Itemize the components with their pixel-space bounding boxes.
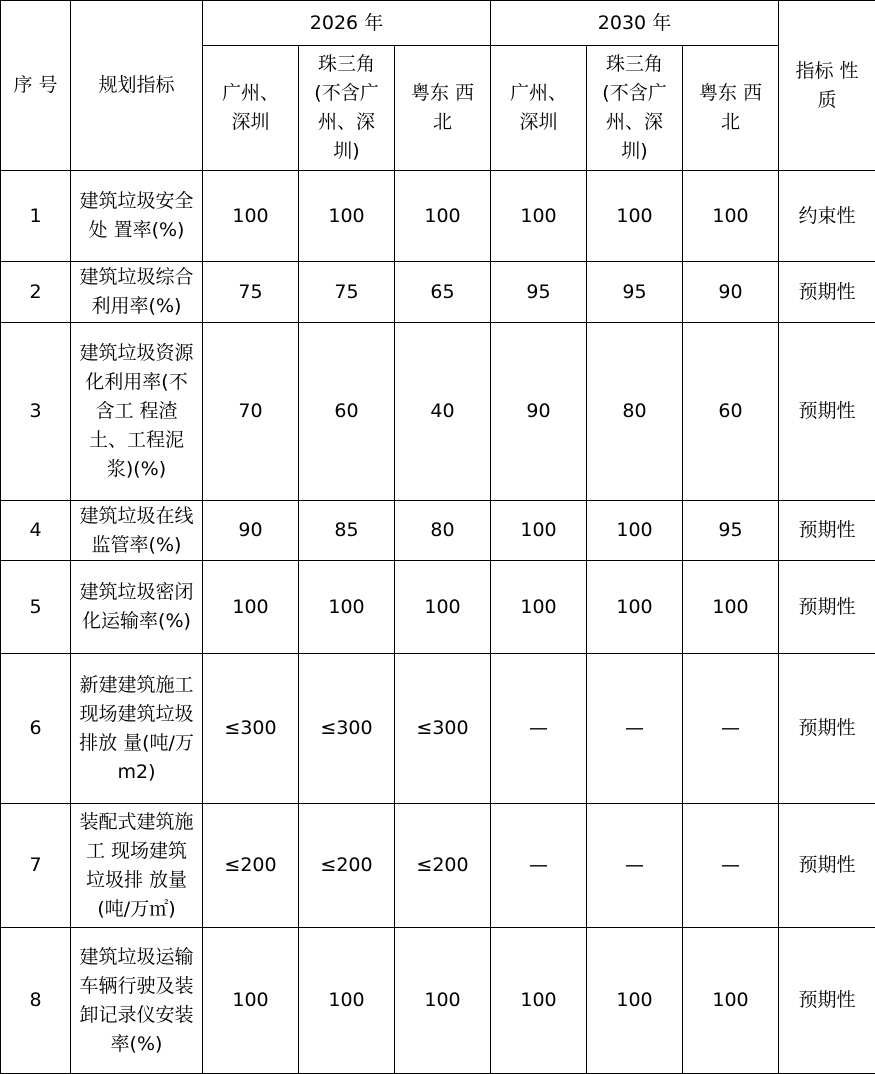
value-cell: — xyxy=(683,654,779,804)
value-cell: — xyxy=(491,654,587,804)
header-region-prd: 珠三角(不含广州、深圳) xyxy=(299,46,395,171)
row-indicator: 建筑垃圾密闭化运输率(%) xyxy=(71,561,203,654)
value-cell: 100 xyxy=(203,561,299,654)
row-seq: 4 xyxy=(1,501,71,561)
value-cell: 100 xyxy=(683,928,779,1074)
table-row xyxy=(1,928,875,1074)
value-cell: 100 xyxy=(683,561,779,654)
value-cell: 100 xyxy=(395,561,491,654)
row-nature: 预期性 xyxy=(779,561,875,654)
value-cell: 100 xyxy=(203,928,299,1074)
value-cell: 80 xyxy=(395,501,491,561)
value-cell: 100 xyxy=(587,928,683,1074)
table-row xyxy=(1,171,875,262)
value-cell: 60 xyxy=(299,323,395,501)
value-cell: 100 xyxy=(395,928,491,1074)
header-seq: 序 号 xyxy=(1,1,71,171)
value-cell: 60 xyxy=(683,323,779,501)
row-seq: 8 xyxy=(1,928,71,1074)
row-nature: 预期性 xyxy=(779,323,875,501)
table-row xyxy=(1,323,875,501)
value-cell: ≤200 xyxy=(395,804,491,928)
value-cell: 75 xyxy=(299,262,395,323)
value-cell: 90 xyxy=(491,323,587,501)
value-cell: — xyxy=(683,804,779,928)
header-year-2026: 2026 年 xyxy=(203,1,491,46)
value-cell: — xyxy=(587,654,683,804)
header-indicator: 规划指标 xyxy=(71,1,203,171)
value-cell: — xyxy=(587,804,683,928)
value-cell: 75 xyxy=(203,262,299,323)
row-nature: 预期性 xyxy=(779,654,875,804)
row-indicator: 装配式建筑施工 现场建筑垃圾排 放量(吨/万㎡) xyxy=(71,804,203,928)
value-cell: 100 xyxy=(587,501,683,561)
table-row xyxy=(1,654,875,804)
value-cell: 100 xyxy=(587,561,683,654)
value-cell: ≤200 xyxy=(203,804,299,928)
row-seq: 2 xyxy=(1,262,71,323)
header-region-gz-sz: 广州、深圳 xyxy=(491,46,587,171)
row-indicator: 建筑垃圾在线监管率(%) xyxy=(71,501,203,561)
value-cell: — xyxy=(491,804,587,928)
header-region-gz-sz: 广州、深圳 xyxy=(203,46,299,171)
value-cell: 40 xyxy=(395,323,491,501)
row-indicator: 建筑垃圾运输车辆行驶及装卸记录仪安装率(%) xyxy=(71,928,203,1074)
value-cell: 65 xyxy=(395,262,491,323)
row-nature: 预期性 xyxy=(779,501,875,561)
table-row xyxy=(1,262,875,323)
value-cell: 95 xyxy=(491,262,587,323)
row-indicator: 新建建筑施工现场建筑垃圾排放 量(吨/万 m2) xyxy=(71,654,203,804)
row-indicator: 建筑垃圾安全处 置率(%) xyxy=(71,171,203,262)
header-region-east-west-north: 粤东 西北 xyxy=(683,46,779,171)
value-cell: ≤300 xyxy=(203,654,299,804)
table-row xyxy=(1,501,875,561)
row-indicator: 建筑垃圾资源化利用率(不含工 程渣土、工程泥浆)(%) xyxy=(71,323,203,501)
header-region-prd: 珠三角(不含广州、深圳) xyxy=(587,46,683,171)
header-nature: 指标 性质 xyxy=(779,1,875,171)
value-cell: 100 xyxy=(299,171,395,262)
row-nature: 预期性 xyxy=(779,928,875,1074)
value-cell: 100 xyxy=(299,561,395,654)
value-cell: 100 xyxy=(395,171,491,262)
value-cell: 100 xyxy=(683,171,779,262)
value-cell: 95 xyxy=(587,262,683,323)
value-cell: 100 xyxy=(203,171,299,262)
value-cell: 100 xyxy=(587,171,683,262)
value-cell: 90 xyxy=(203,501,299,561)
row-nature: 预期性 xyxy=(779,262,875,323)
row-seq: 3 xyxy=(1,323,71,501)
value-cell: ≤300 xyxy=(395,654,491,804)
value-cell: 100 xyxy=(491,561,587,654)
row-seq: 1 xyxy=(1,171,71,262)
value-cell: 85 xyxy=(299,501,395,561)
value-cell: 100 xyxy=(299,928,395,1074)
row-seq: 6 xyxy=(1,654,71,804)
row-seq: 7 xyxy=(1,804,71,928)
value-cell: ≤300 xyxy=(299,654,395,804)
header-region-east-west-north: 粤东 西北 xyxy=(395,46,491,171)
row-indicator: 建筑垃圾综合利用率(%) xyxy=(71,262,203,323)
value-cell: 100 xyxy=(491,928,587,1074)
value-cell: 95 xyxy=(683,501,779,561)
row-seq: 5 xyxy=(1,561,71,654)
row-nature: 约束性 xyxy=(779,171,875,262)
value-cell: 70 xyxy=(203,323,299,501)
value-cell: 90 xyxy=(683,262,779,323)
header-year-2030: 2030 年 xyxy=(491,1,779,46)
table-row xyxy=(1,804,875,928)
value-cell: 100 xyxy=(491,171,587,262)
value-cell: ≤200 xyxy=(299,804,395,928)
value-cell: 80 xyxy=(587,323,683,501)
value-cell: 100 xyxy=(491,501,587,561)
row-nature: 预期性 xyxy=(779,804,875,928)
table-row xyxy=(1,561,875,654)
